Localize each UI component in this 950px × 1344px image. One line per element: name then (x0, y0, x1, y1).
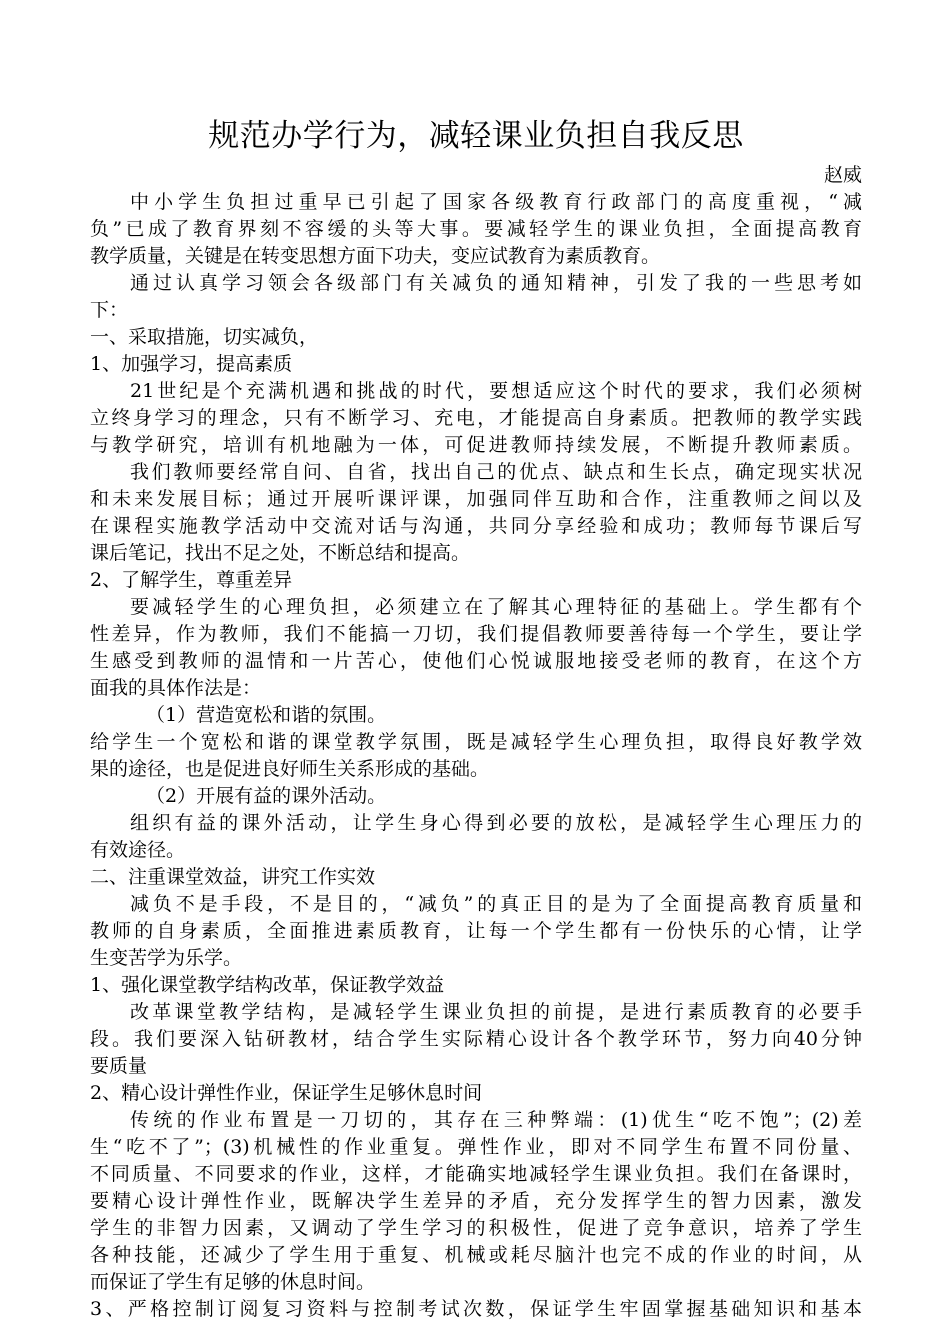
text-line: 一、采取措施，切实减负， (90, 326, 319, 348)
text-line: 立终身学习的理念，只有不断学习、充电，才能提高自身素质。把教师的教学实践 (90, 407, 862, 429)
text-line: 生“吃不了”；(3)机械性的作业重复。弹性作业，即对不同学生布置不同份量、 (90, 1136, 862, 1158)
text-line: 和未来发展目标；通过开展听课评课，加强同伴互助和合作，注重教师之间以及 (90, 488, 862, 510)
text-line: 1、强化课堂教学结构改革，保证教学效益 (90, 974, 445, 996)
text-line: 负”已成了教育界刻不容缓的头等大事。要减轻学生的课业负担，全面提高教育 (90, 218, 862, 240)
text-line: 要质量 (90, 1055, 148, 1077)
text-line: 果的途径，也是促进良好师生关系形成的基础。 (90, 758, 490, 780)
text-line: 2、了解学生，尊重差异 (90, 569, 293, 591)
text-line: 教师的自身素质，全面推进素质教育，让每一个学生都有一份快乐的心情，让学 (90, 920, 862, 942)
text-line: 生感受到教师的温情和一片苦心，使他们心悦诚服地接受老师的教育，在这个方 (90, 650, 862, 672)
text-line: 我们教师要经常自问、自省，找出自己的优点、缺点和生长点，确定现实状况 (130, 461, 862, 483)
text-line: 教学质量，关键是在转变思想方面下功夫，变应试教育为素质教育。 (90, 245, 661, 267)
text-line: 而保证了学生有足够的休息时间。 (90, 1271, 376, 1293)
document-title: 规范办学行为，减轻课业负担自我反思 (208, 118, 744, 154)
text-line: 不同质量、不同要求的作业，这样，才能确实地减轻学生课业负担。我们在备课时， (90, 1163, 862, 1185)
text-line: 3、严格控制订阅复习资料与控制考试次数，保证学生牢固掌握基础知识和基本 (90, 1298, 862, 1320)
text-line: 面我的具体作法是： (90, 677, 262, 699)
text-line: 改革课堂教学结构，是减轻学生课业负担的前提，是进行素质教育的必要手 (130, 1001, 862, 1023)
text-line: 性差异，作为教师，我们不能搞一刀切，我们提倡教师要善待每一个学生，要让学 (90, 623, 862, 645)
text-line: 各种技能，还减少了学生用于重复、机械或耗尽脑汁也完不成的作业的时间，从 (90, 1244, 862, 1266)
document-page (90, 110, 862, 1323)
text-line: 学生的非智力因素，又调动了学生学习的积极性，促进了竞争意识，培养了学生 (90, 1217, 862, 1239)
text-line: 1、加强学习，提高素质 (90, 353, 293, 375)
text-line: 段。我们要深入钻研教材，结合学生实际精心设计各个教学环节，努力向40分钟 (90, 1028, 862, 1050)
text-line: （1）营造宽松和谐的氛围。 (146, 704, 387, 726)
text-line: 课后笔记，找出不足之处，不断总结和提高。 (90, 542, 471, 564)
text-line: 传统的作业布置是一刀切的，其存在三种弊端：(1)优生“吃不饱”；(2)差 (130, 1109, 862, 1131)
document-author: 赵威 (823, 164, 862, 186)
text-line: 中小学生负担过重早已引起了国家各级教育行政部门的高度重视，“减 (130, 191, 862, 213)
text-line: 21世纪是个充满机遇和挑战的时代，要想适应这个时代的要求，我们必须树 (130, 380, 862, 402)
text-line: 二、注重课堂效益，讲究工作实效 (90, 866, 376, 888)
text-line: 给学生一个宽松和谐的课堂教学氛围，既是减轻学生心理负担，取得良好教学效 (90, 731, 862, 753)
text-line: 生变苦学为乐学。 (90, 947, 243, 969)
text-line: 有效途径。 (90, 839, 186, 861)
text-line: 组织有益的课外活动，让学生身心得到必要的放松，是减轻学生心理压力的 (130, 812, 862, 834)
text-line: 要精心设计弹性作业，既解决学生差异的矛盾，充分发挥学生的智力因素，激发 (90, 1190, 862, 1212)
text-line: 通过认真学习领会各级部门有关减负的通知精神，引发了我的一些思考如 (130, 272, 862, 294)
text-line: 下： (90, 299, 129, 321)
text-line: 在课程实施教学活动中交流对话与沟通，共同分享经验和成功；教师每节课后写 (90, 515, 862, 537)
document-body (90, 189, 862, 1323)
text-line: 减负不是手段，不是目的，“减负”的真正目的是为了全面提高教育质量和 (130, 893, 862, 915)
text-line: 2、精心设计弹性作业，保证学生足够休息时间 (90, 1082, 483, 1104)
text-line: 与教学研究，培训有机地融为一体，可促进教师持续发展，不断提升教师素质。 (90, 434, 862, 456)
text-line: 要减轻学生的心理负担，必须建立在了解其心理特征的基础上。学生都有个 (130, 596, 862, 618)
text-line: （2）开展有益的课外活动。 (146, 785, 387, 807)
